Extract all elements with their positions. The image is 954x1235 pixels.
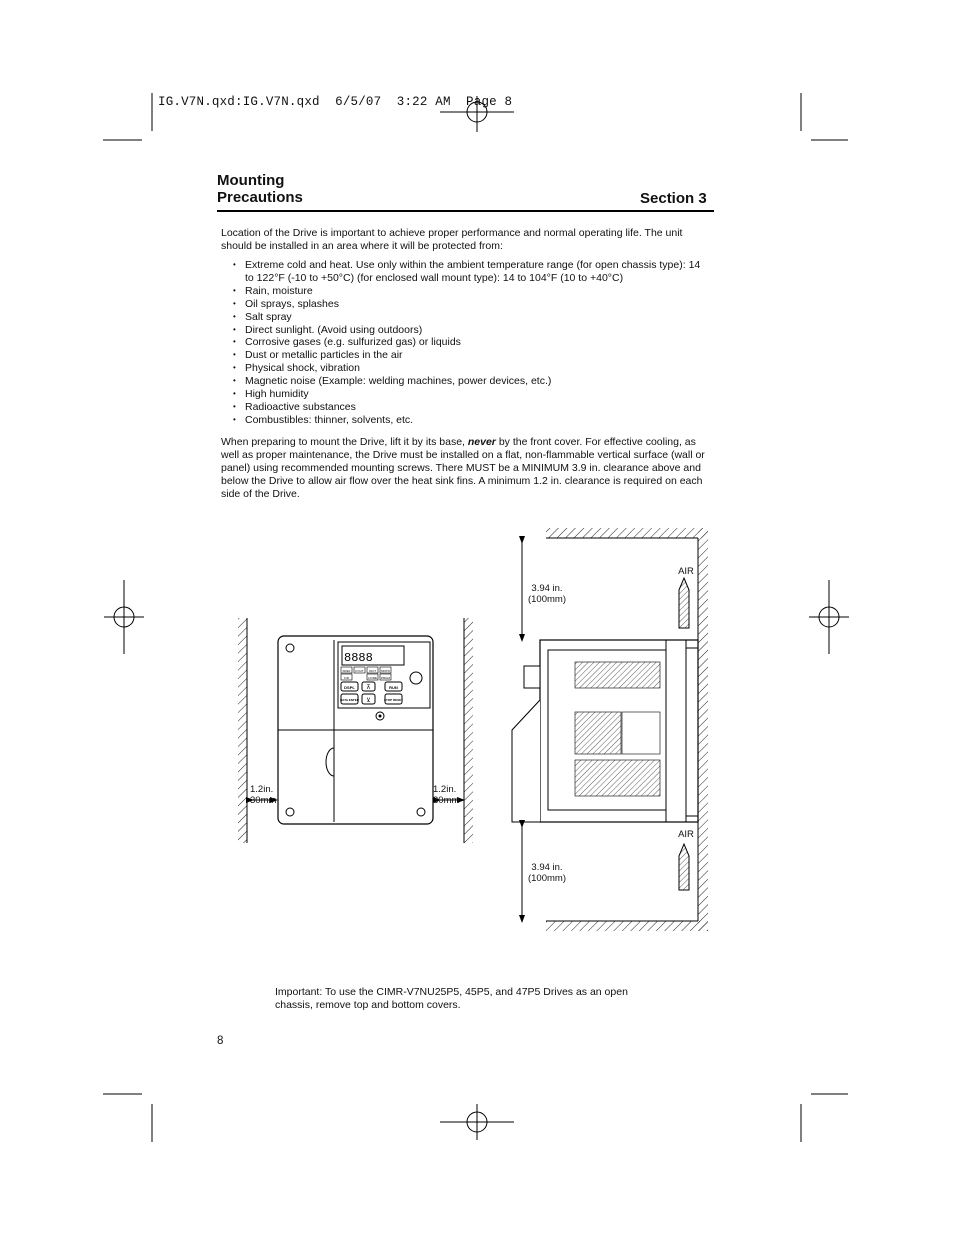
key-stop: STOP RESET <box>384 698 403 702</box>
bottom-clearance-mm: (100mm) <box>527 873 566 884</box>
key-fref: FREF <box>342 669 351 673</box>
list-item: • High humidity <box>233 388 703 401</box>
print-slug: IG.V7N.qxd:IG.V7N.qxd 6/5/07 3:22 AM Page 8 <box>158 95 513 109</box>
registration-mark-right <box>809 580 849 654</box>
key-prgm: PRGM <box>381 676 390 680</box>
svg-text:⊻: ⊻ <box>366 698 371 704</box>
air-label-bottom: AIR <box>678 829 694 840</box>
registration-mark-top <box>440 96 514 132</box>
page-number: 8 <box>217 1035 224 1047</box>
key-iout: IOUT <box>368 669 377 673</box>
front-view <box>238 618 473 843</box>
air-flow-icon-top <box>679 578 689 628</box>
registration-mark-left <box>104 580 144 654</box>
right-clearance-in: 1.2in. <box>433 784 457 795</box>
left-clearance-mm: 30mm <box>250 795 277 806</box>
section-label: Section 3 <box>640 190 707 207</box>
crop-marks <box>103 93 848 1142</box>
list-item: • Rain, moisture <box>233 285 703 298</box>
top-clearance-mm: (100mm) <box>527 594 566 605</box>
list-item: • Corrosive gases (e.g. sulfurized gas) or liquids <box>233 336 703 349</box>
key-fr: F/R <box>344 676 349 680</box>
list-item: • Salt spray <box>233 311 703 324</box>
list-item: • Direct sunlight. (Avoid using outdoors) <box>233 324 703 337</box>
key-enter: DATA ENTER <box>340 698 359 702</box>
top-clearance-in: 3.94 in. <box>531 583 563 594</box>
list-item: • Oil sprays, splashes <box>233 298 703 311</box>
air-flow-icon-bottom <box>679 844 689 890</box>
mounting-text-before: When preparing to mount the Drive, lift it by its base, <box>221 436 468 448</box>
registration-mark-bottom <box>440 1104 514 1140</box>
list-item: • Dust or metallic particles in the air <box>233 349 703 362</box>
title-line-1: Mounting <box>217 172 285 189</box>
list-item: • Combustibles: thinner, solvents, etc. <box>233 414 703 427</box>
list-item: • Magnetic noise (Example: welding machines, power devices, etc.) <box>233 375 703 388</box>
left-clearance-label <box>250 784 280 806</box>
svg-text:8888: 8888 <box>344 651 373 665</box>
important-note: Important: To use the CIMR-V7NU25P5, 45P5, and 47P5 Drives as an open chassis, remove top and bottom covers. <box>275 986 628 1011</box>
right-clearance-label <box>433 784 463 806</box>
left-clearance-in: 1.2in. <box>250 784 274 795</box>
right-clearance-mm: 30mm <box>433 795 460 806</box>
list-item: • Physical shock, vibration <box>233 362 703 375</box>
bottom-clearance-in: 3.94 in. <box>531 862 563 873</box>
list-item: • Extreme cold and heat. Use only within the ambient temperature range (for open chassis type): 14 to 122°F (-10 to +50°C) (for enclosed wall mount type): 14 to 104°F (10 to +40°C) <box>233 259 703 285</box>
key-mntr: MNTR <box>381 669 390 673</box>
top-clearance-label <box>521 583 573 605</box>
emphasis-never: never <box>467 436 496 448</box>
intro-paragraph: Location of the Drive is important to achieve proper performance and normal operating life. The unit should be installed in an area where it will be protected from: <box>221 227 683 252</box>
keypad <box>338 642 430 720</box>
air-label-top: AIR <box>678 566 694 577</box>
svg-text:⊼: ⊼ <box>366 685 371 691</box>
key-run: RUN <box>389 685 398 690</box>
key-fout: FOUT <box>355 669 364 673</box>
bottom-clearance-label <box>521 862 573 884</box>
mounting-text-after: by the front cover. For effective cooling, as well as proper maintenance, the Drive must be installed on a flat, non-flammable vertical surface (wall or panel) using recommended mounting screws. There MUST be a MINIMUM 3.9 in. clearance above and below the Drive to allow air flow over the heat sink fins. A minimum 1.2 in. clearance is required on each side of the Drive. <box>221 436 705 500</box>
list-item: • Radioactive substances <box>233 401 703 414</box>
key-lore: LO/RE <box>367 676 378 680</box>
title-line-2: Precautions <box>217 189 303 206</box>
key-dspl: DSPL <box>344 685 355 690</box>
